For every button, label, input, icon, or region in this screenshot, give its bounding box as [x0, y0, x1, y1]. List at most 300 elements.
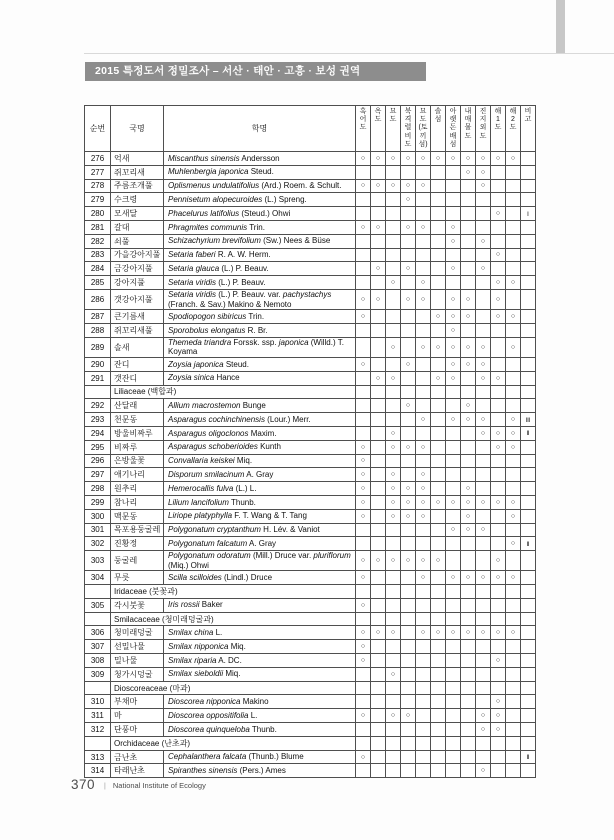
- scientific-name-author: (Lindl.) Druce: [221, 572, 273, 582]
- scientific-name-italic: pachystachys: [282, 289, 332, 299]
- row-number-cell: 293: [85, 413, 111, 427]
- family-label: Liliaceae (백합과): [111, 385, 356, 399]
- species-table-wrap: [84, 105, 536, 778]
- island-presence-cell: [416, 207, 431, 221]
- scientific-name-author: Andersson: [239, 153, 280, 163]
- scientific-name-author: Kunth: [257, 442, 281, 452]
- species-row: [85, 571, 536, 585]
- island-presence-cell: [461, 454, 476, 468]
- col-header-island: [506, 106, 521, 152]
- row-number-cell: 314: [85, 764, 111, 778]
- island-presence-cell: [356, 276, 371, 290]
- row-number-cell: 296: [85, 454, 111, 468]
- scientific-name-cell: [164, 323, 356, 337]
- korean-name-cell: 금강아지풀: [111, 262, 164, 276]
- scientific-name-italic: Smilax nipponica: [168, 641, 229, 651]
- island-header-char: 아: [449, 108, 457, 115]
- scientific-name-author: Forssk. ssp.: [231, 337, 279, 347]
- col-header-island: [476, 106, 491, 152]
- island-presence-cell: [431, 750, 446, 764]
- island-presence-cell: [506, 399, 521, 413]
- island-presence-cell: [371, 413, 386, 427]
- island-presence-cell: [431, 413, 446, 427]
- island-presence-cell: ○: [401, 709, 416, 723]
- footer-separator: |: [104, 783, 106, 790]
- species-row: [85, 640, 536, 654]
- island-presence-cell: ○: [491, 152, 506, 166]
- island-presence-cell: [461, 262, 476, 276]
- island-presence-cell: ○: [371, 371, 386, 385]
- island-presence-cell: [506, 323, 521, 337]
- korean-name-cell: 갈대: [111, 220, 164, 234]
- remark-cell: Ⅰ: [521, 207, 536, 221]
- island-presence-cell: [386, 750, 401, 764]
- island-presence-cell: ○: [416, 626, 431, 640]
- island-presence-cell: [491, 165, 506, 179]
- island-presence-cell: [491, 612, 506, 626]
- species-row: [85, 323, 536, 337]
- island-presence-cell: ○: [476, 152, 491, 166]
- row-number-cell: 277: [85, 165, 111, 179]
- scientific-name-cell: [164, 454, 356, 468]
- island-presence-cell: [476, 537, 491, 551]
- island-presence-cell: ○: [401, 262, 416, 276]
- scientific-name-italic: Phacelurus latifolius: [168, 208, 240, 218]
- scientific-name-author: H. Lév. & Vaniot: [260, 525, 320, 535]
- island-presence-cell: [491, 468, 506, 482]
- island-presence-cell: [491, 193, 506, 207]
- island-presence-cell: ○: [506, 337, 521, 357]
- island-presence-cell: [431, 165, 446, 179]
- island-presence-cell: [476, 640, 491, 654]
- scientific-name-cell: [164, 764, 356, 778]
- island-presence-cell: [461, 207, 476, 221]
- island-presence-cell: [356, 585, 371, 599]
- scientific-name-author: Thunb.: [228, 497, 256, 507]
- island-presence-cell: ○: [356, 571, 371, 585]
- island-presence-cell: [476, 585, 491, 599]
- scientific-name-author: Miq.: [234, 456, 253, 466]
- island-presence-cell: [506, 709, 521, 723]
- scientific-name-author: F. T. Wang & T. Tang: [232, 511, 307, 521]
- island-presence-cell: [506, 640, 521, 654]
- species-row: [85, 626, 536, 640]
- scientific-name-italic: Oplismenus undulatifolius: [168, 181, 260, 191]
- scientific-name-italic: Asparagus oligoclonos: [168, 428, 249, 438]
- island-header-char: 렬: [404, 124, 412, 132]
- scientific-name-cell: [164, 234, 356, 248]
- island-presence-cell: [431, 509, 446, 523]
- row-number-cell: 280: [85, 207, 111, 221]
- island-presence-cell: [506, 681, 521, 695]
- scientific-name-cell: [164, 165, 356, 179]
- island-presence-cell: [371, 385, 386, 399]
- remark-cell: [521, 654, 536, 668]
- island-presence-cell: [476, 598, 491, 612]
- scientific-name-cell: [164, 207, 356, 221]
- island-presence-cell: ○: [491, 310, 506, 324]
- scientific-name-author: Thunb.: [249, 724, 277, 734]
- island-header-char: 도: [494, 124, 502, 132]
- island-presence-cell: [506, 468, 521, 482]
- island-presence-cell: [491, 667, 506, 681]
- scientific-name-italic: Polygonatum odoratum: [168, 551, 251, 561]
- remark-cell: [521, 179, 536, 193]
- island-presence-cell: [371, 537, 386, 551]
- island-presence-cell: [386, 654, 401, 668]
- island-presence-cell: [371, 640, 386, 654]
- row-number-cell: 282: [85, 234, 111, 248]
- row-number-cell: 285: [85, 276, 111, 290]
- scientific-name-italic: Phragmites communis: [168, 222, 248, 232]
- scientific-name-author: (Franch. & Sav.) Makino & Nemoto: [168, 299, 292, 309]
- island-presence-cell: ○: [491, 551, 506, 571]
- island-presence-cell: [356, 262, 371, 276]
- island-presence-cell: [371, 571, 386, 585]
- island-presence-cell: [386, 695, 401, 709]
- row-number-cell: 283: [85, 248, 111, 262]
- island-presence-cell: [371, 523, 386, 537]
- island-presence-cell: [416, 385, 431, 399]
- korean-name-cell: 갯강아지풀: [111, 289, 164, 309]
- island-presence-cell: ○: [356, 454, 371, 468]
- island-header-char: 진: [479, 108, 487, 115]
- island-presence-cell: [461, 667, 476, 681]
- island-presence-cell: ○: [386, 440, 401, 454]
- island-presence-cell: [446, 537, 461, 551]
- island-presence-cell: [371, 234, 386, 248]
- island-presence-cell: [461, 276, 476, 290]
- island-presence-cell: [491, 598, 506, 612]
- island-presence-cell: ○: [401, 399, 416, 413]
- species-row: [85, 234, 536, 248]
- scientific-name-cell: [164, 440, 356, 454]
- island-presence-cell: [431, 523, 446, 537]
- scientific-name-cell: [164, 695, 356, 709]
- island-header-char: 1: [496, 116, 500, 124]
- island-presence-cell: ○: [461, 523, 476, 537]
- island-presence-cell: ○: [401, 289, 416, 309]
- island-presence-cell: ○: [491, 723, 506, 737]
- island-presence-cell: [461, 709, 476, 723]
- island-presence-cell: ○: [386, 426, 401, 440]
- island-presence-cell: [371, 323, 386, 337]
- island-presence-cell: ○: [401, 152, 416, 166]
- island-presence-cell: [371, 723, 386, 737]
- island-presence-cell: ○: [461, 482, 476, 496]
- scientific-name-author: Miq.: [223, 669, 241, 679]
- remark-cell: [521, 357, 536, 371]
- island-presence-cell: [416, 323, 431, 337]
- island-presence-cell: [416, 723, 431, 737]
- korean-name-cell: 은방울꽃: [111, 454, 164, 468]
- island-presence-cell: [371, 495, 386, 509]
- island-presence-cell: [446, 695, 461, 709]
- scientific-name-italic: Zoysia sinica: [168, 373, 215, 383]
- island-presence-cell: ○: [431, 371, 446, 385]
- island-presence-cell: [446, 736, 461, 750]
- scientific-name-cell: [164, 262, 356, 276]
- scientific-name-cell: [164, 399, 356, 413]
- island-presence-cell: ○: [461, 310, 476, 324]
- island-presence-cell: [431, 723, 446, 737]
- island-presence-cell: [446, 750, 461, 764]
- island-presence-cell: [386, 385, 401, 399]
- island-presence-cell: [461, 440, 476, 454]
- island-presence-cell: [371, 654, 386, 668]
- scientific-name-cell: [164, 337, 356, 357]
- island-presence-cell: [386, 413, 401, 427]
- family-section-row: [85, 736, 536, 750]
- island-presence-cell: ○: [491, 709, 506, 723]
- island-presence-cell: [371, 709, 386, 723]
- island-presence-cell: ○: [476, 371, 491, 385]
- scientific-name-italic: Smilax china: [168, 628, 214, 638]
- row-number-cell: [85, 681, 111, 695]
- island-presence-cell: [506, 262, 521, 276]
- row-number-cell: 286: [85, 289, 111, 309]
- island-presence-cell: ○: [401, 179, 416, 193]
- island-presence-cell: [461, 385, 476, 399]
- island-header-char: 도: [479, 132, 487, 140]
- island-presence-cell: ○: [506, 413, 521, 427]
- island-presence-cell: [461, 736, 476, 750]
- korean-name-cell: 비짜루: [111, 440, 164, 454]
- island-presence-cell: ○: [491, 248, 506, 262]
- scientific-name-author: (Lour.) Merr.: [264, 414, 311, 424]
- island-presence-cell: [386, 207, 401, 221]
- island-presence-cell: ○: [446, 262, 461, 276]
- island-presence-cell: [431, 640, 446, 654]
- island-presence-cell: ○: [461, 495, 476, 509]
- island-presence-cell: [386, 681, 401, 695]
- chapter-header-title: 2015 특정도서 정밀조사 – 서산 · 태안 · 고흥 · 보성 권역: [95, 65, 361, 77]
- island-presence-cell: ○: [386, 371, 401, 385]
- island-presence-cell: [476, 323, 491, 337]
- island-presence-cell: [461, 764, 476, 778]
- island-presence-cell: [476, 440, 491, 454]
- island-presence-cell: [461, 468, 476, 482]
- korean-name-cell: 밀나물: [111, 654, 164, 668]
- island-presence-cell: [401, 723, 416, 737]
- island-presence-cell: [446, 399, 461, 413]
- island-presence-cell: [431, 681, 446, 695]
- species-row: [85, 220, 536, 234]
- island-presence-cell: [476, 220, 491, 234]
- island-presence-cell: ○: [386, 495, 401, 509]
- scientific-name-cell: [164, 509, 356, 523]
- scientific-name-author: (L.) P. Beauv.: [219, 263, 269, 273]
- row-number-cell: 307: [85, 640, 111, 654]
- island-presence-cell: [386, 323, 401, 337]
- island-presence-cell: [446, 454, 461, 468]
- col-header-island: [416, 106, 431, 152]
- remark-cell: [521, 482, 536, 496]
- korean-name-cell: 주름조개풀: [111, 179, 164, 193]
- island-presence-cell: [461, 640, 476, 654]
- island-presence-cell: [431, 193, 446, 207]
- row-number-cell: [85, 385, 111, 399]
- scientific-name-cell: [164, 654, 356, 668]
- page-edge-tab: [556, 0, 565, 53]
- island-presence-cell: [356, 537, 371, 551]
- island-presence-cell: [506, 234, 521, 248]
- remark-cell: [521, 193, 536, 207]
- island-presence-cell: [461, 220, 476, 234]
- island-presence-cell: [356, 426, 371, 440]
- island-presence-cell: [506, 385, 521, 399]
- island-presence-cell: [506, 248, 521, 262]
- family-label: Orchidaceae (난초과): [111, 736, 356, 750]
- island-header-char: 묘: [419, 108, 427, 115]
- row-number-cell: 297: [85, 468, 111, 482]
- island-presence-cell: [446, 440, 461, 454]
- island-presence-cell: ○: [491, 571, 506, 585]
- island-presence-cell: [416, 709, 431, 723]
- island-presence-cell: [371, 509, 386, 523]
- island-presence-cell: ○: [506, 626, 521, 640]
- scientific-name-author: Baker: [199, 600, 223, 610]
- island-presence-cell: [446, 654, 461, 668]
- island-presence-cell: [491, 220, 506, 234]
- scientific-name-italic: japonica: [278, 337, 309, 347]
- scientific-name-italic: Themeda triandra: [168, 337, 232, 347]
- island-presence-cell: ○: [356, 179, 371, 193]
- island-presence-cell: ○: [506, 440, 521, 454]
- remark-cell: [521, 495, 536, 509]
- island-presence-cell: ○: [401, 357, 416, 371]
- island-presence-cell: [461, 681, 476, 695]
- row-number-cell: 306: [85, 626, 111, 640]
- island-presence-cell: [506, 736, 521, 750]
- island-presence-cell: ○: [476, 626, 491, 640]
- remark-cell: [521, 262, 536, 276]
- scientific-name-cell: [164, 626, 356, 640]
- island-presence-cell: [476, 681, 491, 695]
- island-presence-cell: ○: [371, 626, 386, 640]
- scientific-name-author: (Mill.) Druce var.: [250, 551, 314, 561]
- island-header-char: 돈: [449, 124, 457, 132]
- row-number-cell: 302: [85, 537, 111, 551]
- island-presence-cell: [416, 357, 431, 371]
- island-presence-cell: ○: [386, 482, 401, 496]
- island-presence-cell: [416, 234, 431, 248]
- island-presence-cell: ○: [401, 509, 416, 523]
- korean-name-cell: 강아지풀: [111, 276, 164, 290]
- island-presence-cell: ○: [356, 468, 371, 482]
- row-number-cell: 276: [85, 152, 111, 166]
- scientific-name-author: Makino: [240, 697, 269, 707]
- remark-cell: [521, 709, 536, 723]
- remark-cell: Ⅱ: [521, 537, 536, 551]
- island-presence-cell: ○: [401, 482, 416, 496]
- island-presence-cell: [476, 248, 491, 262]
- island-presence-cell: [446, 207, 461, 221]
- island-presence-cell: ○: [416, 337, 431, 357]
- row-number-cell: 288: [85, 323, 111, 337]
- island-presence-cell: ○: [386, 179, 401, 193]
- korean-name-cell: 마: [111, 709, 164, 723]
- row-number-cell: 298: [85, 482, 111, 496]
- island-presence-cell: [386, 399, 401, 413]
- col-header-island: [401, 106, 416, 152]
- island-presence-cell: [356, 413, 371, 427]
- remark-cell: [521, 681, 536, 695]
- scientific-name-italic: Smilax riparia: [168, 655, 217, 665]
- scientific-name-italic: Asparagus cochinchinensis: [168, 414, 265, 424]
- col-header-remark: [521, 106, 536, 152]
- family-section-row: [85, 681, 536, 695]
- island-presence-cell: ○: [461, 357, 476, 371]
- row-number-cell: 292: [85, 399, 111, 413]
- island-presence-cell: [491, 234, 506, 248]
- island-presence-cell: [401, 276, 416, 290]
- species-distribution-table: [84, 105, 536, 778]
- island-presence-cell: [491, 323, 506, 337]
- korean-name-cell: 선밀나물: [111, 640, 164, 654]
- island-presence-cell: ○: [386, 337, 401, 357]
- island-presence-cell: [461, 612, 476, 626]
- remark-cell: [521, 371, 536, 385]
- island-presence-cell: [431, 571, 446, 585]
- top-rule: [84, 53, 614, 54]
- island-header-char: 지: [479, 116, 487, 124]
- scientific-name-cell: [164, 537, 356, 551]
- island-presence-cell: [401, 468, 416, 482]
- island-presence-cell: [416, 248, 431, 262]
- korean-name-cell: 원추리: [111, 482, 164, 496]
- island-presence-cell: [431, 234, 446, 248]
- island-presence-cell: [446, 179, 461, 193]
- island-presence-cell: [476, 736, 491, 750]
- remark-cell: [521, 598, 536, 612]
- scientific-name-cell: [164, 667, 356, 681]
- island-presence-cell: [401, 323, 416, 337]
- scientific-name-author: (Ard.) Roem. & Schult.: [259, 181, 342, 191]
- island-presence-cell: [371, 426, 386, 440]
- island-presence-cell: [431, 482, 446, 496]
- korean-name-cell: 방울비짜루: [111, 426, 164, 440]
- island-presence-cell: [476, 667, 491, 681]
- scientific-name-author: Hance: [214, 373, 240, 383]
- island-presence-cell: ○: [446, 413, 461, 427]
- row-number-cell: 295: [85, 440, 111, 454]
- scientific-name-italic: Setaria faberi: [168, 250, 216, 260]
- island-presence-cell: [431, 709, 446, 723]
- island-presence-cell: [491, 399, 506, 413]
- remark-cell: [521, 276, 536, 290]
- island-presence-cell: [416, 764, 431, 778]
- island-presence-cell: [446, 248, 461, 262]
- island-header-char: 도: [359, 124, 367, 132]
- island-presence-cell: [416, 667, 431, 681]
- col-header-island: [446, 106, 461, 152]
- korean-name-cell: 진황정: [111, 537, 164, 551]
- species-row: [85, 551, 536, 571]
- korean-name-cell: 천문동: [111, 413, 164, 427]
- island-presence-cell: [401, 413, 416, 427]
- scientific-name-italic: Spodiopogon sibiricus: [168, 311, 247, 321]
- island-presence-cell: ○: [461, 165, 476, 179]
- island-presence-cell: [506, 193, 521, 207]
- island-presence-cell: [401, 598, 416, 612]
- korean-name-cell: 부채마: [111, 695, 164, 709]
- species-row: [85, 598, 536, 612]
- remark-cell: [521, 289, 536, 309]
- korean-name-cell: 단풍마: [111, 723, 164, 737]
- species-row: [85, 310, 536, 324]
- island-presence-cell: ○: [461, 399, 476, 413]
